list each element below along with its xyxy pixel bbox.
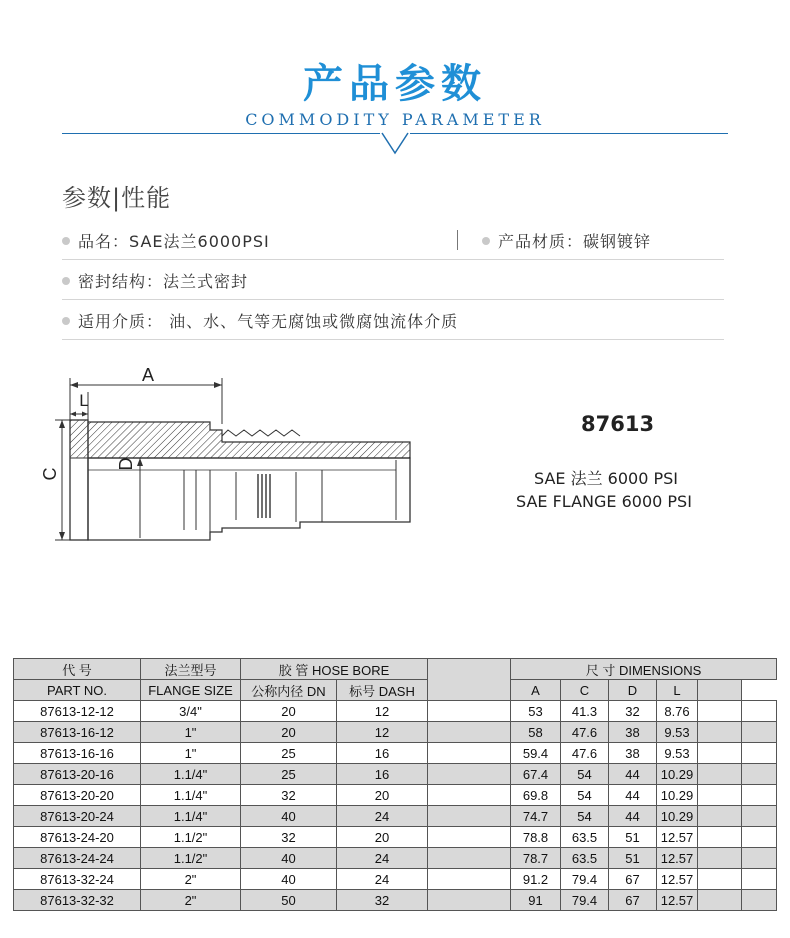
spec-row-medium [62,300,724,340]
cell-a: 78.7 [511,848,561,869]
header-extra [698,680,742,701]
cell-blank [428,848,511,869]
table-row [14,848,777,869]
cell-flange: 1.1/4" [141,785,241,806]
cell-d: 51 [609,848,657,869]
cell-part: 87613-16-12 [14,722,141,743]
cell-dn: 32 [241,827,337,848]
cell-l: 10.29 [657,764,698,785]
cell-part: 87613-20-24 [14,806,141,827]
table-header-row [14,659,777,680]
header-a: A [511,680,561,701]
cell-dash: 24 [337,869,428,890]
cell-part: 87613-20-16 [14,764,141,785]
cell-blank [698,869,742,890]
cell-dash: 24 [337,806,428,827]
header-c: C [561,680,609,701]
cell-a: 91.2 [511,869,561,890]
cell-blank [698,890,742,911]
cell-blank [428,806,511,827]
cell-c: 63.5 [561,827,609,848]
cell-blank [742,785,777,806]
spec-separator [457,230,458,250]
cell-part: 87613-16-16 [14,743,141,764]
cell-blank [698,848,742,869]
cell-l: 12.57 [657,869,698,890]
cell-l: 8.76 [657,701,698,722]
dim-label-a: A [141,365,155,385]
cell-blank [742,890,777,911]
cell-blank [698,701,742,722]
table-row [14,827,777,848]
bullet-icon [482,237,490,245]
model-number: 87613 [581,412,655,436]
table-row [14,785,777,806]
spec-row-seal [62,260,724,300]
spec-list [62,220,724,340]
cell-a: 67.4 [511,764,561,785]
cell-d: 67 [609,890,657,911]
cell-dash: 20 [337,827,428,848]
table-row [14,869,777,890]
header-code-en: PART NO. [14,680,141,701]
cell-l: 10.29 [657,806,698,827]
cell-blank [428,785,511,806]
cell-dash: 12 [337,722,428,743]
table-subheader-row [14,680,777,701]
cell-dn: 40 [241,848,337,869]
cell-blank [742,827,777,848]
cell-dn: 40 [241,806,337,827]
header-dimensions: 尺 寸 DIMENSIONS [511,659,777,680]
cell-dn: 20 [241,722,337,743]
cell-blank [698,764,742,785]
cell-d: 44 [609,764,657,785]
cell-a: 59.4 [511,743,561,764]
dim-label-c: C [40,467,60,481]
cell-c: 54 [561,764,609,785]
page-title: 产品参数 [303,61,487,107]
cell-flange: 2" [141,890,241,911]
cell-c: 41.3 [561,701,609,722]
cell-blank [742,701,777,722]
table-row [14,701,777,722]
bullet-icon [62,317,70,325]
header-d: D [609,680,657,701]
cell-blank [698,743,742,764]
cell-blank [742,764,777,785]
table-row [14,764,777,785]
header-code-cn: 代 号 [14,659,141,680]
fitting-drawing [0,350,440,550]
cell-blank [428,764,511,785]
cell-flange: 1" [141,743,241,764]
cell-a: 74.7 [511,806,561,827]
cell-l: 12.57 [657,848,698,869]
cell-blank [698,722,742,743]
cell-flange: 1.1/2" [141,848,241,869]
cell-blank [428,869,511,890]
cell-blank [742,743,777,764]
cell-dash: 16 [337,743,428,764]
page-subtitle: COMMODITY PARAMETER [245,110,545,129]
cell-part: 87613-12-12 [14,701,141,722]
cell-dash: 12 [337,701,428,722]
cell-a: 58 [511,722,561,743]
cell-a: 78.8 [511,827,561,848]
cell-c: 47.6 [561,743,609,764]
cell-dash: 24 [337,848,428,869]
cell-l: 10.29 [657,785,698,806]
cell-flange: 1.1/4" [141,806,241,827]
cell-part: 87613-32-24 [14,869,141,890]
header-dn: 公称内径 DN [241,680,337,701]
cell-d: 44 [609,785,657,806]
cell-c: 79.4 [561,869,609,890]
cell-dn: 20 [241,701,337,722]
cell-dn: 25 [241,743,337,764]
cell-part: 87613-32-32 [14,890,141,911]
cell-c: 63.5 [561,848,609,869]
cell-c: 79.4 [561,890,609,911]
dim-label-d: D [116,457,136,471]
cell-d: 38 [609,722,657,743]
header-dash: 标号 DASH [337,680,428,701]
cell-flange: 1" [141,722,241,743]
cell-blank [428,743,511,764]
cell-dn: 32 [241,785,337,806]
cell-d: 51 [609,827,657,848]
bullet-icon [62,237,70,245]
cell-blank [428,722,511,743]
cell-dn: 50 [241,890,337,911]
cell-blank [428,701,511,722]
cell-blank [698,806,742,827]
chevron-down-icon [380,130,410,156]
cell-l: 12.57 [657,890,698,911]
cell-l: 12.57 [657,827,698,848]
cell-flange: 3/4" [141,701,241,722]
table-row [14,890,777,911]
table-row [14,806,777,827]
cell-dash: 16 [337,764,428,785]
spec-seal: 密封结构：法兰式密封 [78,272,249,291]
cell-a: 53 [511,701,561,722]
spec-row-name [62,220,724,260]
section-title: 参数|性能 [62,184,172,212]
cell-dn: 25 [241,764,337,785]
cell-blank [742,722,777,743]
cell-a: 91 [511,890,561,911]
cell-dn: 40 [241,869,337,890]
header-flange-cn: 法兰型号 [141,659,241,680]
cell-c: 54 [561,806,609,827]
cell-part: 87613-24-20 [14,827,141,848]
cell-a: 69.8 [511,785,561,806]
cell-l: 9.53 [657,722,698,743]
cell-blank [742,869,777,890]
dim-label-l: L [79,391,89,410]
cell-blank [428,827,511,848]
model-desc-cn: SAE 法兰 6000 PSI [534,469,679,488]
header-blank [428,659,511,701]
cell-flange: 1.1/2" [141,827,241,848]
cell-l: 9.53 [657,743,698,764]
spec-material: 产品材质：碳钢镀锌 [498,232,652,251]
spec-name: 品名：SAE法兰6000PSI [78,232,270,251]
bullet-icon [62,277,70,285]
cell-blank [698,827,742,848]
cell-blank [742,848,777,869]
header-l: L [657,680,698,701]
cell-d: 44 [609,806,657,827]
cell-blank [428,890,511,911]
cell-flange: 2" [141,869,241,890]
cell-c: 54 [561,785,609,806]
cell-blank [742,806,777,827]
cell-part: 87613-24-24 [14,848,141,869]
cell-d: 32 [609,701,657,722]
cell-blank [698,785,742,806]
table-row [14,743,777,764]
header-hose: 胶 管 HOSE BORE [241,659,428,680]
cell-dash: 32 [337,890,428,911]
spec-medium: 适用介质： 油、水、气等无腐蚀或微腐蚀流体介质 [78,312,459,331]
parameter-table [13,658,777,911]
cell-dash: 20 [337,785,428,806]
header-flange-en: FLANGE SIZE [141,680,241,701]
cell-flange: 1.1/4" [141,764,241,785]
model-desc-en: SAE FLANGE 6000 PSI [516,492,692,511]
cell-d: 38 [609,743,657,764]
cell-part: 87613-20-20 [14,785,141,806]
table-row [14,722,777,743]
cell-d: 67 [609,869,657,890]
cell-c: 47.6 [561,722,609,743]
